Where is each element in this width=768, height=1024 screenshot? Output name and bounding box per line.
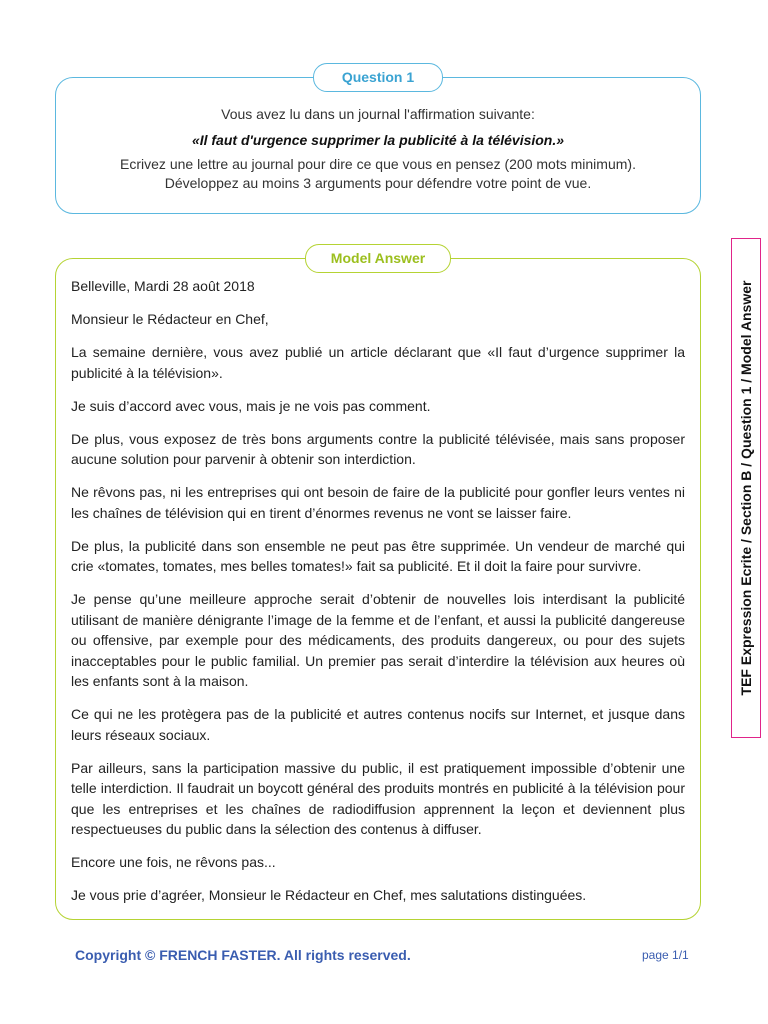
answer-paragraph: Par ailleurs, sans la participation massive du public, il est pratiquement impossible d’obtenir une telle interdiction. Il faudrait un boycott général des produits montrés en publicité à la télévision pour que les entreprises et les chaînes de radiodiffusion apprennent la leçon et deviennent plus respectueuses du public dans la sélection des contenus à diffuser. <box>71 759 685 837</box>
answer-paragraph: De plus, la publicité dans son ensemble ne peut pas être supprimée. Un vendeur de marché qui crie «tomates, tomates, mes belles tomates!» fait sa publicité. Et il doit la faire pour survivre. <box>71 537 685 574</box>
answer-salutation: Monsieur le Rédacteur en Chef, <box>71 311 269 327</box>
question-intro: Vous avez lu dans un journal l'affirmation suivante: <box>221 106 535 122</box>
answer-date: Belleville, Mardi 28 août 2018 <box>71 278 255 294</box>
sidebar-label: TEF Expression Ecrite / Section B / Question 1 / Model Answer <box>738 280 754 696</box>
answer-body <box>71 276 685 918</box>
answer-paragraph: Ne rêvons pas, ni les entreprises qui ont besoin de faire de la publicité pour gonfler leurs ventes ni les chaînes de télévision qui en tirent d’énormes revenus ne vont se laisser faire. <box>71 484 685 521</box>
answer-paragraph: La semaine dernière, vous avez publié un article déclarant que «Il faut d’urgence supprimer la publicité à la télévision». <box>71 344 685 381</box>
answer-paragraph: Je pense qu’une meilleure approche serait d’obtenir de nouvelles lois interdisant la publicité utilisant de manière dénigrante l’image de la femme et de l’enfant, et aussi la publicité dangereuse ou offensive, par exemple pour des médicaments, des produits dangereux, ou pour des sujets inacceptables pour le public familial. Un premier pas serait d’interdire la télévision aux heures où les enfants sont à la maison. <box>71 591 685 689</box>
answer-label: Model Answer <box>305 244 451 273</box>
question-box <box>55 69 701 214</box>
answer-paragraph: De plus, vous exposez de très bons arguments contre la publicité télévisée, mais sans proposer aucune solution pour parvenir à obtenir son interdiction. <box>71 430 685 467</box>
answer-paragraph: Ce qui ne les protègera pas de la publicité et autres contenus nocifs sur Internet, et jusque dans leurs réseaux sociaux. <box>71 706 685 743</box>
answer-box <box>55 250 701 920</box>
question-label: Question 1 <box>313 63 443 92</box>
footer-copyright: Copyright © FRENCH FASTER. All rights reserved. <box>75 947 411 963</box>
footer-page-number: page 1/1 <box>642 948 689 962</box>
question-instruction-1: Ecrivez une lettre au journal pour dire ce que vous en pensez (200 mots minimum). <box>120 156 636 172</box>
sidebar-tab <box>731 238 761 738</box>
question-statement: «Il faut d'urgence supprimer la publicité à la télévision.» <box>191 132 565 148</box>
answer-paragraph: Encore une fois, ne rêvons pas... <box>71 854 276 870</box>
answer-closing: Je vous prie d’agréer, Monsieur le Rédacteur en Chef, mes salutations distinguées. <box>71 887 587 903</box>
question-instruction-2: Développez au moins 3 arguments pour défendre votre point de vue. <box>164 175 592 191</box>
answer-paragraph: Je suis d’accord avec vous, mais je ne vois pas comment. <box>71 397 431 414</box>
question-text <box>56 105 700 193</box>
